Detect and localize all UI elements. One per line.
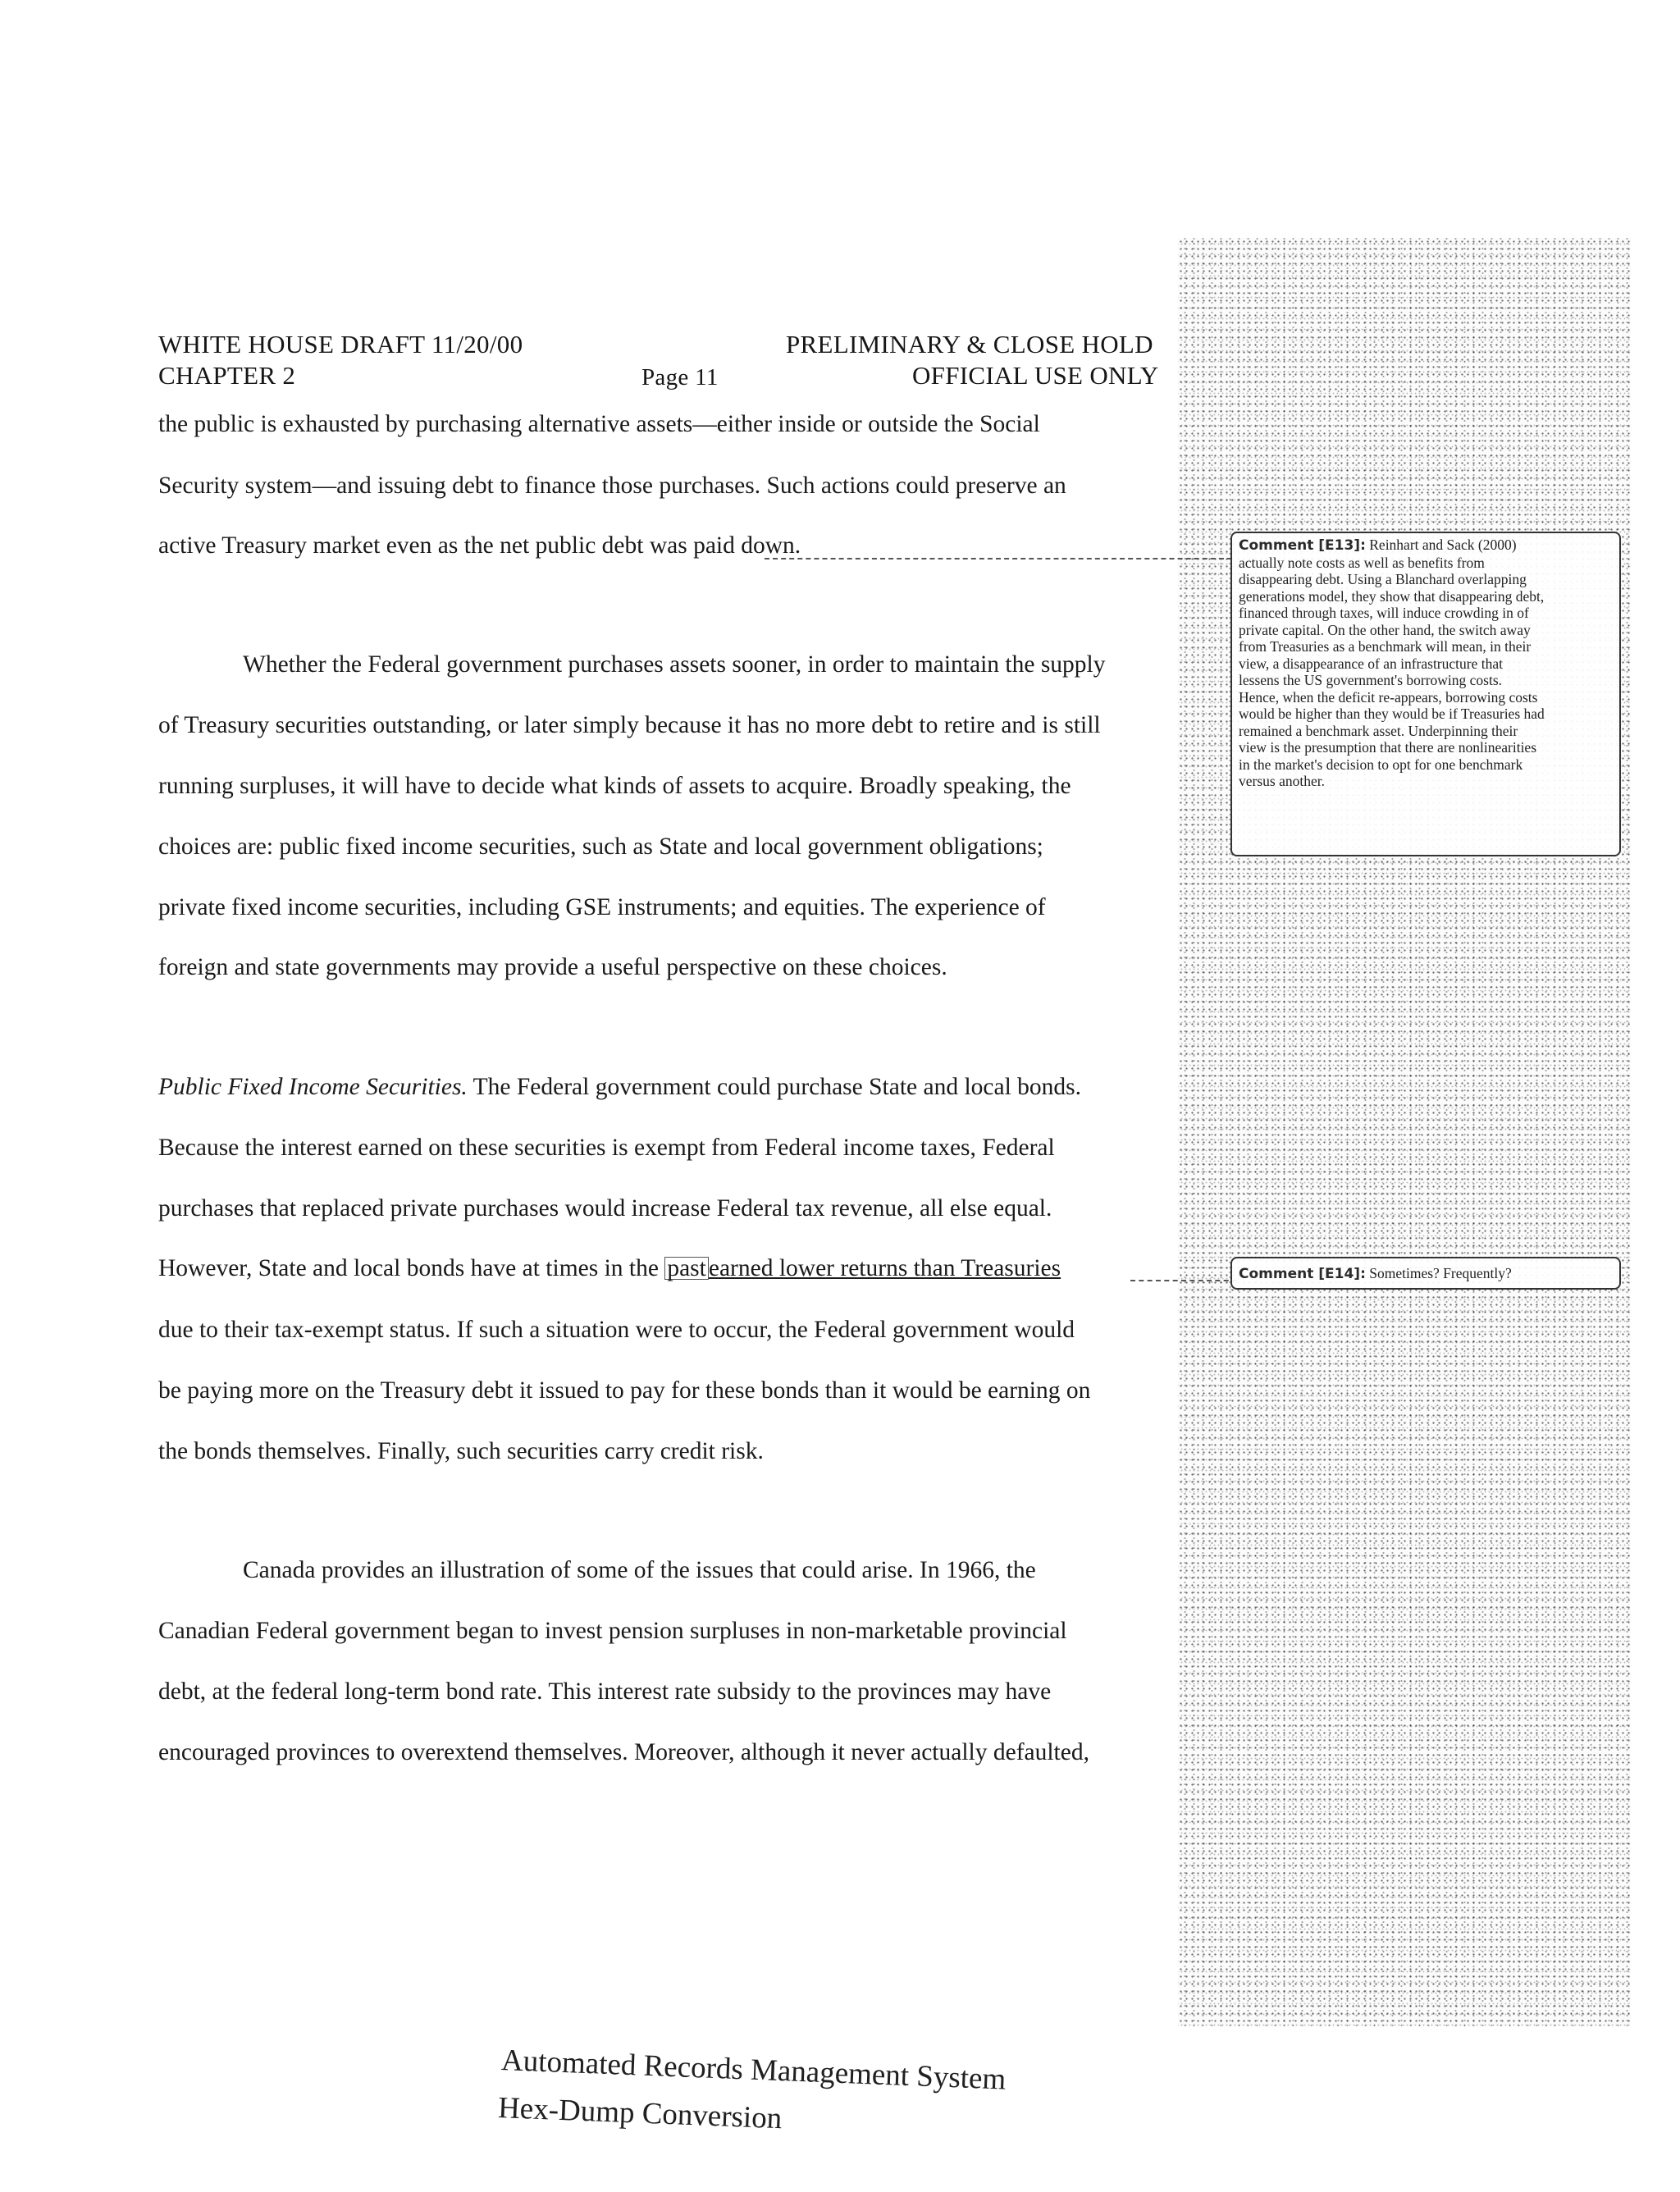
header-classification: PRELIMINARY & CLOSE HOLD	[786, 330, 1153, 358]
comment-text: lessens the US government's borrowing costs.	[1239, 672, 1503, 688]
comment-text: would be higher than they would be if Treasuries had	[1239, 706, 1545, 722]
comment-text: versus another.	[1239, 773, 1325, 789]
comment-text: Sometimes? Frequently?	[1369, 1265, 1512, 1281]
comment-e13[interactable]	[1230, 532, 1621, 856]
header-chapter: CHAPTER 2	[158, 361, 296, 390]
comment-text: financed through taxes, will induce crowding in of	[1239, 605, 1529, 621]
paragraph-line: of Treasury securities outstanding, or later simply because it has no more debt to retire and is still	[158, 712, 1101, 738]
comment-anchor-line	[765, 558, 1232, 559]
records-stamp-line1: Automated Records Management System	[500, 2043, 1007, 2097]
paragraph-line: Whether the Federal government purchases assets sooner, in order to maintain the supply	[243, 651, 1106, 678]
paragraph-line	[158, 1073, 1081, 1101]
paragraph-line: purchases that replaced private purchases would increase Federal tax revenue, all else equal.	[158, 1195, 1052, 1222]
comment-e14[interactable]	[1230, 1257, 1621, 1290]
paragraph-line: encouraged provinces to overextend themselves. Moreover, although it never actually defaulted,	[158, 1739, 1089, 1765]
paragraph-line: be paying more on the Treasury debt it issued to pay for these bonds than it would be earning on	[158, 1377, 1091, 1404]
paragraph-line: due to their tax-exempt status. If such a situation were to occur, the Federal government would	[158, 1317, 1075, 1343]
header-page-number: Page 11	[641, 364, 719, 390]
paragraph-line: Because the interest earned on these securities is exempt from Federal income taxes, Federal	[158, 1135, 1055, 1161]
comment-label: Comment [E14]:	[1239, 1266, 1366, 1282]
paragraph-line: debt, at the federal long-term bond rate. This interest rate subsidy to the provinces may have	[158, 1678, 1052, 1705]
comment-text: Hence, when the deficit re-appears, borrowing costs	[1239, 688, 1538, 706]
comment-text: disappearing debt. Using a Blanchard overlapping	[1239, 571, 1527, 587]
paragraph-text: The Federal government could purchase State and local bonds.	[467, 1074, 1082, 1100]
comment-text: view is the presumption that there are nonlinearities	[1239, 739, 1537, 756]
paragraph-line: choices are: public fixed income securities, such as State and local government obligations;	[158, 833, 1043, 860]
paragraph-text: However, State and local bonds have at times in the	[158, 1255, 665, 1281]
comment-pane	[1178, 238, 1631, 2026]
comment-text: generations model, they show that disappearing debt,	[1239, 587, 1545, 605]
comment-text: from Treasuries as a benchmark will mean, in their	[1239, 638, 1532, 655]
comment-text: in the market's decision to opt for one benchmark	[1239, 756, 1523, 773]
comment-text: Reinhart and Sack (2000)	[1369, 537, 1517, 553]
paragraph-line: the bonds themselves. Finally, such securities carry credit risk.	[158, 1438, 764, 1464]
header-official-use: OFFICIAL USE ONLY	[912, 361, 1159, 390]
paragraph-line: the public is exhausted by purchasing alternative assets—either inside or outside the Social	[158, 411, 1040, 437]
comment-text: view, a disappearance of an infrastructure that	[1239, 655, 1503, 672]
paragraph-line: active Treasury market even as the net public debt was paid down.	[158, 532, 801, 559]
comment-text: private capital. On the other hand, the switch away	[1239, 621, 1531, 638]
comment-label: Comment [E13]:	[1239, 537, 1366, 554]
comment-text: actually note costs as well as benefits from	[1239, 554, 1485, 571]
records-stamp-line2: Hex-Dump Conversion	[497, 2090, 783, 2136]
comment-anchor-past[interactable]: past	[664, 1257, 709, 1280]
header-draft-date: WHITE HOUSE DRAFT 11/20/00	[158, 330, 523, 358]
paragraph-line: Security system—and issuing debt to finance those purchases. Such actions could preserve an	[158, 473, 1066, 499]
paragraph-line: private fixed income securities, including GSE instruments; and equities. The experience of	[158, 894, 1046, 920]
section-heading: Public Fixed Income Securities.	[158, 1074, 468, 1100]
paragraph-line: Canadian Federal government began to invest pension surpluses in non-marketable provincial	[158, 1618, 1067, 1644]
paragraph-line: Canada provides an illustration of some of the issues that could arise. In 1966, the	[243, 1557, 1036, 1583]
comment-text: remained a benchmark asset. Underpinning their	[1239, 722, 1518, 739]
paragraph-line: foreign and state governments may provide a useful perspective on these choices.	[158, 954, 947, 980]
paragraph-line	[158, 1254, 1061, 1282]
paragraph-text: earned lower returns than Treasuries	[708, 1255, 1061, 1281]
paragraph-line: running surpluses, it will have to decide what kinds of assets to acquire. Broadly speaking, the	[158, 773, 1071, 799]
comment-anchor-line	[1130, 1280, 1237, 1281]
